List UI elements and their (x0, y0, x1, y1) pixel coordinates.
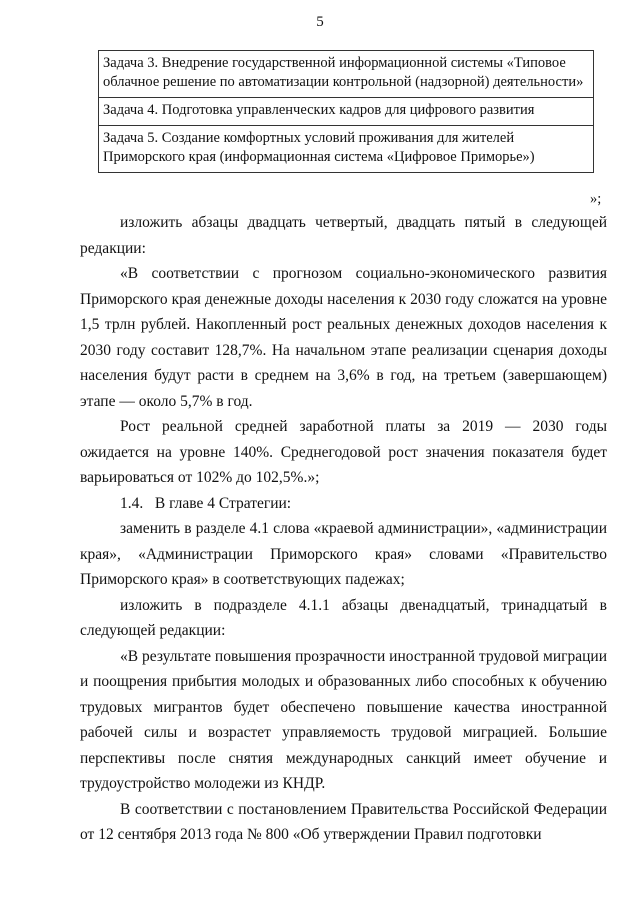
table-closing-quote: »; (590, 191, 602, 207)
paragraph-amend-intro: изложить абзацы двадцать четвертый, двадцать пятый в следующей редакции: (80, 214, 607, 257)
document-body (80, 210, 607, 848)
paragraph-item-1-4: 1.4. В главе 4 Стратегии: (120, 494, 292, 512)
tasks-table (98, 50, 594, 173)
task-3-cell: Задача 3. Внедрение государственной информационной системы «Типовое облачное решение по автоматизации контрольной (надзорной) деятельности» (99, 51, 594, 98)
table-row (99, 51, 594, 98)
task-5-cell: Задача 5. Создание комфортных условий проживания для жителей Приморского края (информационная система «Цифровое Приморье») (99, 126, 594, 173)
table-row (99, 98, 594, 126)
paragraph-subsection-amend: изложить в подразделе 4.1.1 абзацы двенадцатый, тринадцатый в следующей редакции: (80, 596, 607, 639)
paragraph-government-decree: В соответствии с постановлением Правительства Российской Федерации от 12 сентября 2013 года № 800 «Об утверждении Правил подготовки (80, 800, 607, 843)
page-number: 5 (316, 14, 324, 30)
paragraph-replace-words: заменить в разделе 4.1 слова «краевой администрации», «администрации края», «Администрации Приморского края» словами «Правительство Приморского края» в соответствующих падежах; (80, 520, 607, 588)
table-row (99, 126, 594, 173)
paragraph-labor-migration: «В результате повышения прозрачности иностранной трудовой миграции и поощрения прибытия молодых и образованных либо способных к обучению трудовых мигрантов будет обеспечено повышение качества иностранной рабочей силы и возрастет управляемость трудовой миграцией. Большие перспективы после снятия международных санкций имеет обучение и трудоустройство молодежи из КНДР. (80, 647, 607, 792)
paragraph-wage-growth: Рост реальной средней заработной платы за 2019 — 2030 годы ожидается на уровне 140%. Среднегодовой рост значения показателя будет варьироваться от 102% до 102,5%.»; (80, 418, 607, 486)
task-4-cell: Задача 4. Подготовка управленческих кадров для цифрового развития (99, 98, 594, 126)
paragraph-income-forecast: «В соответствии с прогнозом социально-экономического развития Приморского края денежные доходы населения к 2030 году сложатся на уровне 1,5 трлн рублей. Накопленный рост реальных денежных доходов населения к 2030 году составит 128,7%. На начальном этапе реализации сценария доходы населения будут расти в среднем на 3,6% в год, на третьем (завершающем) этапе — около 5,7% в год. (80, 265, 607, 410)
